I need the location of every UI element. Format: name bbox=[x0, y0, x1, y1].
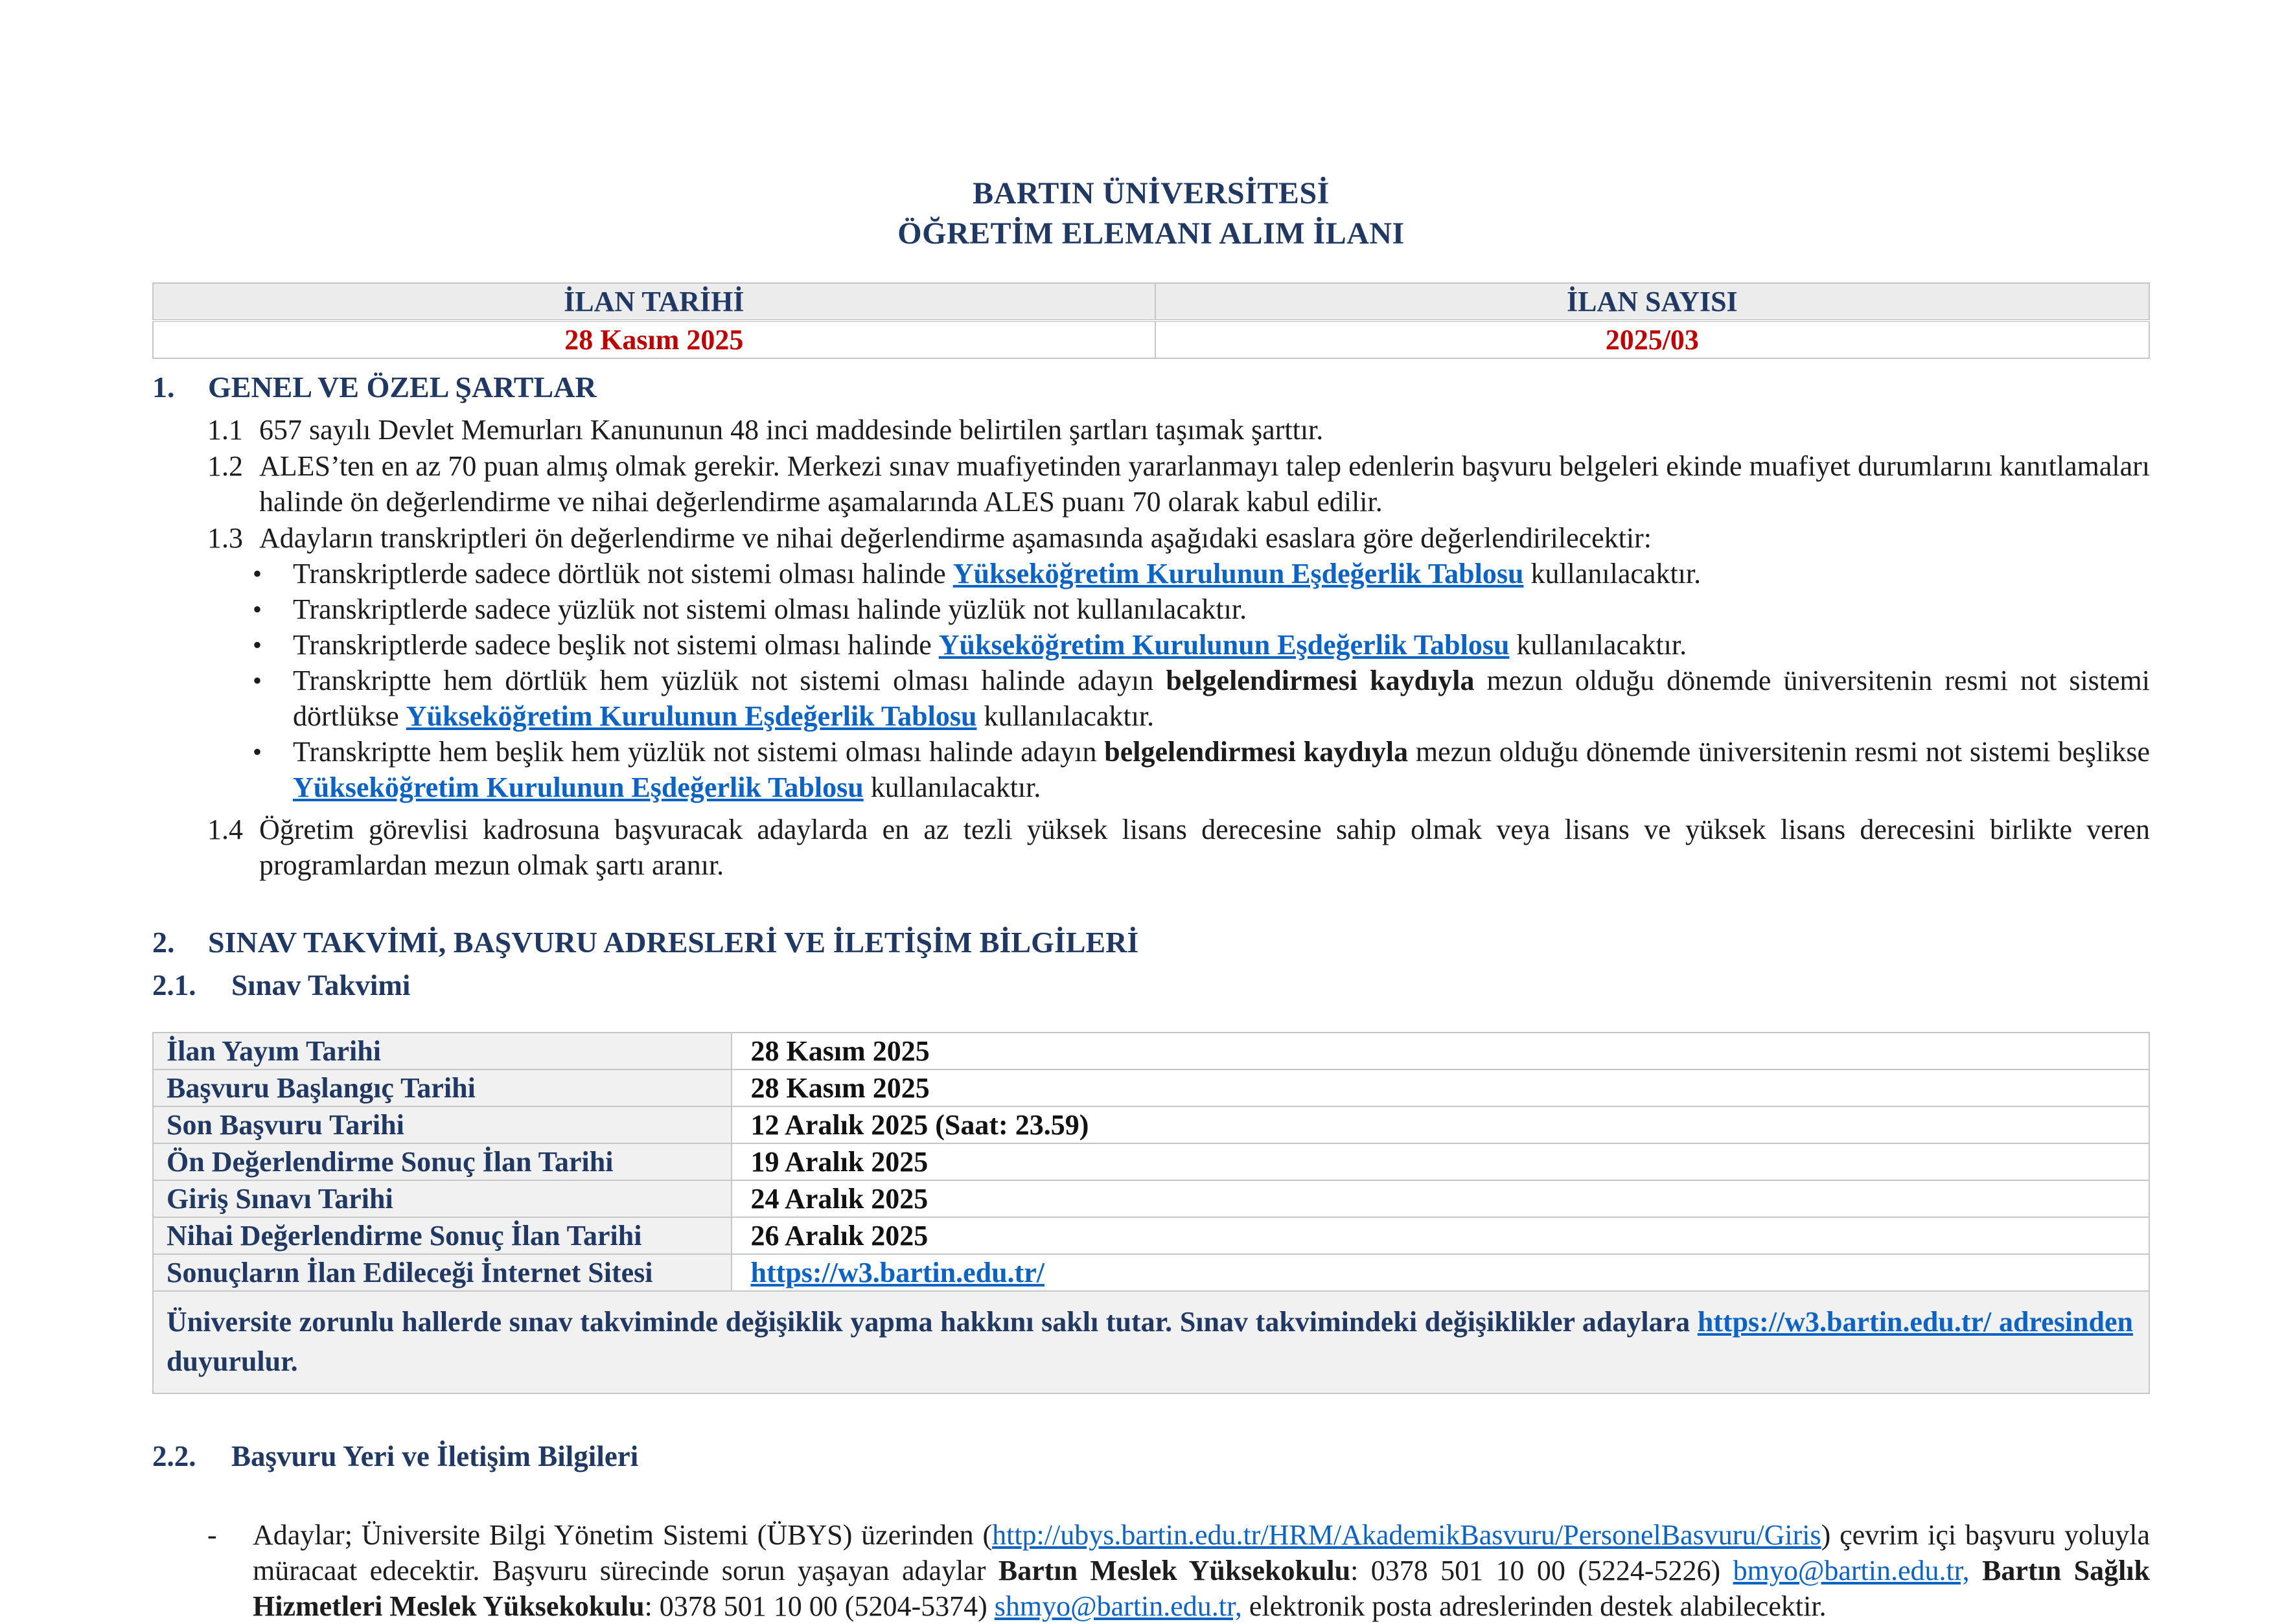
exam-schedule-table bbox=[152, 1032, 2150, 1394]
schedule-value: 28 Kasım 2025 bbox=[732, 1069, 2149, 1106]
text-segment: mezun olduğu dönemde üniversitenin resmi not sistemi dörtlükse bbox=[293, 665, 2150, 732]
text-segment: Üniversite zorunlu hallerde sınav takviminde değişiklik yapma hakkını saklı tutar. Sınav takvimindeki değişiklikler adaylara bbox=[167, 1306, 1698, 1338]
section-number: 2.2. bbox=[152, 1440, 196, 1472]
bullet-text bbox=[293, 591, 2150, 627]
text-segment: kullanılacaktır. bbox=[1523, 558, 1702, 589]
inline-link[interactable]: https://w3.bartin.edu.tr/ adresinden bbox=[1697, 1306, 2133, 1338]
schedule-value: 24 Aralık 2025 bbox=[732, 1180, 2149, 1217]
university-name: BARTIN ÜNİVERSİTESİ bbox=[973, 176, 1330, 211]
text-segment: Transkriptlerde sadece yüzlük not sistemi olması halinde yüzlük not kullanılacaktır. bbox=[293, 593, 1247, 625]
text-segment: mezun olduğu dönemde üniversitenin resmi not sistemi beşlikse bbox=[1408, 736, 2151, 768]
schedule-label: Giriş Sınavı Tarihi bbox=[153, 1180, 732, 1217]
list-item bbox=[253, 663, 2150, 734]
section-number: 1. bbox=[152, 371, 175, 404]
table-row bbox=[153, 1217, 2149, 1254]
inline-link[interactable]: bmyo@bartin.edu.tr, bbox=[1733, 1555, 1970, 1586]
page-title bbox=[152, 174, 2150, 254]
text-segment: kullanılacaktır. bbox=[976, 700, 1155, 732]
table-row bbox=[153, 1069, 2149, 1106]
section-2-heading bbox=[152, 924, 2150, 961]
text-segment: kullanılacaktır. bbox=[1509, 629, 1687, 661]
section-title: Sınav Takvimi bbox=[231, 969, 411, 1001]
schedule-value bbox=[732, 1254, 2149, 1291]
ilan-tarihi-header: İLAN TARİHİ bbox=[153, 283, 1155, 321]
bullet-icon: • bbox=[253, 559, 262, 588]
table-header-row bbox=[153, 283, 2149, 321]
item-text: Öğretim görevlisi kadrosuna başvuracak adaylarda en az tezli yüksek lisans derecesine sahip olmak veya lisans ve yüksek lisans derecesini birlikte veren programlardan mezun olmak şartı aranır. bbox=[259, 814, 2150, 881]
text-segment: kullanılacaktır. bbox=[863, 772, 1041, 803]
schedule-label: İlan Yayım Tarihi bbox=[153, 1033, 732, 1069]
inline-link[interactable]: Yükseköğretim Kurulunun Eşdeğerlik Tablosu bbox=[293, 772, 864, 803]
table-row bbox=[153, 1180, 2149, 1217]
schedule-value: 19 Aralık 2025 bbox=[732, 1143, 2149, 1180]
paragraph-text bbox=[253, 1517, 2150, 1624]
section-number: 2.1. bbox=[152, 969, 196, 1001]
list-item bbox=[253, 591, 2150, 627]
item-number: 1.2 bbox=[207, 450, 243, 482]
transcript-bullet-list bbox=[253, 556, 2150, 805]
section-1-items bbox=[207, 412, 2150, 556]
schedule-label: Başvuru Başlangıç Tarihi bbox=[153, 1069, 732, 1106]
text-segment: : 0378 501 10 00 (5224-5226) bbox=[1350, 1555, 1733, 1586]
text-segment: Transkriptlerde sadece beşlik not sistemi olması halinde bbox=[293, 629, 939, 661]
text-segment bbox=[1970, 1555, 1982, 1586]
item-number: 1.1 bbox=[207, 414, 243, 446]
text-segment: Transkriptte hem beşlik hem yüzlük not sistemi olması halinde adayın bbox=[293, 736, 1105, 768]
schedule-label: Sonuçların İlan Edileceği İnternet Sitesi bbox=[153, 1254, 732, 1291]
application-info-paragraph bbox=[207, 1517, 2150, 1624]
schedule-label: Nihai Değerlendirme Sonuç İlan Tarihi bbox=[153, 1217, 732, 1254]
text-segment: elektronik posta adreslerinden destek alabilecektir. bbox=[1241, 1590, 1827, 1622]
text-segment: Bartın Sağlık Hizmetleri Meslek Yüksekokulu bbox=[253, 1555, 2151, 1622]
inline-link[interactable]: Yükseköğretim Kurulunun Eşdeğerlik Tablosu bbox=[938, 629, 1510, 661]
text-segment: belgelendirmesi kaydıyla bbox=[1104, 736, 1409, 768]
ilan-sayisi-header: İLAN SAYISI bbox=[1155, 283, 2149, 321]
text-segment: Transkriptlerde sadece dörtlük not sistemi olması halinde bbox=[293, 558, 953, 589]
section-2-1-heading bbox=[152, 967, 2150, 1003]
list-item bbox=[253, 627, 2150, 663]
section-title: SINAV TAKVİMİ, BAŞVURU ADRESLERİ VE İLETİŞİM BİLGİLERİ bbox=[208, 926, 1139, 959]
inline-link[interactable]: Yükseköğretim Kurulunun Eşdeğerlik Tablosu bbox=[952, 558, 1524, 589]
item-1-3 bbox=[207, 520, 2150, 556]
schedule-label: Ön Değerlendirme Sonuç İlan Tarihi bbox=[153, 1143, 732, 1180]
section-2-2-heading bbox=[152, 1438, 2150, 1474]
section-title: Başvuru Yeri ve İletişim Bilgileri bbox=[231, 1440, 639, 1472]
text-segment: belgelendirmesi kaydıyla bbox=[1166, 665, 1475, 696]
bullet-text bbox=[293, 663, 2150, 734]
item-text: ALES’ten en az 70 puan almış olmak gerekir. Merkezi sınav muafiyetinden yararlanmayı talep edenlerin başvuru belgeleri ekinde muafiyet durumlarını kanıtlamaları halinde ön değerlendirme ve nihai değerlendirme aşamalarında ALES puanı 70 olarak kabul edilir. bbox=[259, 450, 2150, 518]
schedule-value: 26 Aralık 2025 bbox=[732, 1217, 2149, 1254]
table-row bbox=[153, 1143, 2149, 1180]
item-text: Adayların transkriptleri ön değerlendirme ve nihai değerlendirme aşamasında aşağıdaki esaslara göre değerlendirilecektir: bbox=[259, 522, 1652, 554]
inline-link[interactable]: shmyo@bartin.edu.tr, bbox=[994, 1590, 1242, 1622]
announcement-name: ÖĞRETİM ELEMANI ALIM İLANI bbox=[897, 216, 1405, 251]
table-note-row bbox=[153, 1291, 2149, 1393]
text-segment: : 0378 501 10 00 (5204-5374) bbox=[644, 1590, 995, 1622]
announcement-info-table bbox=[152, 282, 2150, 359]
list-item bbox=[253, 556, 2150, 591]
table-row bbox=[153, 1106, 2149, 1143]
text-segment: Adaylar; Üniversite Bilgi Yönetim Sistemi (ÜBYS) üzerinden ( bbox=[253, 1519, 993, 1551]
ilan-sayisi-value: 2025/03 bbox=[1155, 321, 2149, 358]
text-segment: duyurulur. bbox=[167, 1345, 298, 1377]
section-number: 2. bbox=[152, 926, 175, 959]
bullet-text bbox=[293, 556, 2150, 591]
inline-link[interactable]: http://ubys.bartin.edu.tr/HRM/AkademikBasvuru/PersonelBasvuru/Giris bbox=[992, 1519, 1821, 1551]
text-segment: ) çevrim içi başvuru yoluyla müracaat edecektir. Başvuru sürecinde sorun yaşayan adaylar bbox=[253, 1519, 2150, 1586]
item-1-4 bbox=[207, 812, 2150, 883]
section-1-items-tail bbox=[207, 812, 2150, 883]
section-title: GENEL VE ÖZEL ŞARTLAR bbox=[208, 371, 597, 404]
results-website-link[interactable]: https://w3.bartin.edu.tr/ bbox=[750, 1257, 1044, 1288]
list-item bbox=[253, 734, 2150, 805]
item-1-1 bbox=[207, 412, 2150, 448]
table-row bbox=[153, 1254, 2149, 1291]
item-number: 1.3 bbox=[207, 522, 243, 554]
schedule-value: 12 Aralık 2025 (Saat: 23.59) bbox=[732, 1106, 2149, 1143]
item-number: 1.4 bbox=[207, 814, 243, 845]
bullet-text bbox=[293, 734, 2150, 805]
schedule-note bbox=[153, 1291, 2149, 1393]
schedule-label: Son Başvuru Tarihi bbox=[153, 1106, 732, 1143]
schedule-value: 28 Kasım 2025 bbox=[732, 1033, 2149, 1069]
text-segment: Transkriptte hem dörtlük hem yüzlük not sistemi olması halinde adayın bbox=[293, 665, 1166, 696]
bullet-icon: • bbox=[253, 595, 262, 624]
ilan-tarihi-value: 28 Kasım 2025 bbox=[153, 321, 1155, 358]
bullet-text bbox=[293, 627, 2150, 663]
table-row bbox=[153, 1033, 2149, 1069]
item-1-2 bbox=[207, 448, 2150, 520]
bullet-icon: • bbox=[253, 666, 262, 695]
item-text: 657 sayılı Devlet Memurları Kanununun 48 inci maddesinde belirtilen şartları taşımak şarttır. bbox=[259, 414, 1324, 446]
bullet-icon: • bbox=[253, 630, 262, 659]
text-segment: Bartın Meslek Yüksekokulu bbox=[998, 1555, 1351, 1586]
section-1-heading bbox=[152, 369, 2150, 406]
dash-marker: - bbox=[207, 1519, 217, 1551]
inline-link[interactable]: Yükseköğretim Kurulunun Eşdeğerlik Tablosu bbox=[406, 700, 977, 732]
bullet-icon: • bbox=[253, 737, 262, 766]
table-value-row bbox=[153, 321, 2149, 358]
